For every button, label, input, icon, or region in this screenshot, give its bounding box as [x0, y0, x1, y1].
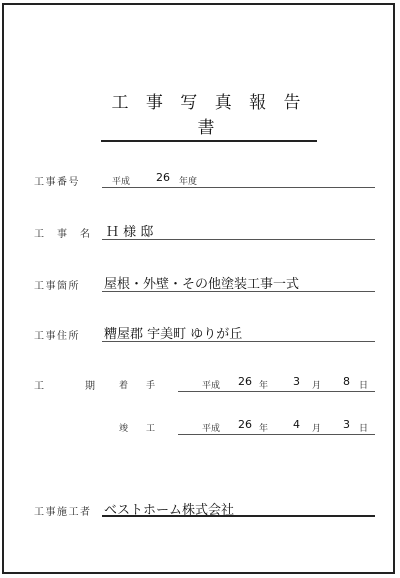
- period-end-era: 平成: [202, 424, 221, 434]
- period-end-label: 竣 工: [119, 424, 156, 434]
- period-start-year-unit: 年: [259, 381, 269, 391]
- period-end-day: 3: [343, 418, 350, 431]
- period-start-era: 平成: [202, 381, 221, 391]
- period-end-month: 4: [293, 418, 300, 431]
- construction-number-era: 平成: [112, 177, 131, 187]
- construction-address-underline: [102, 341, 375, 342]
- construction-name-label: 工 事 名: [34, 229, 92, 240]
- construction-name-value: Ｈ 様 邸: [106, 225, 154, 240]
- period-label-left: 工: [34, 381, 46, 392]
- period-start-year: 26: [238, 375, 252, 388]
- period-end-month-unit: 月: [312, 424, 322, 434]
- contractor-value: ベストホーム株式会社: [104, 503, 235, 518]
- period-label-right: 期: [85, 381, 97, 392]
- construction-number-label: 工事番号: [34, 177, 80, 188]
- period-start-day-unit: 日: [359, 381, 369, 391]
- construction-address-value: 糟屋郡 宇美町 ゆりが丘: [104, 327, 243, 342]
- construction-number-underline: [102, 187, 375, 188]
- period-end-year: 26: [238, 418, 252, 431]
- construction-address-label: 工事住所: [34, 331, 80, 342]
- period-end-day-unit: 日: [359, 424, 369, 434]
- period-end-year-unit: 年: [259, 424, 269, 434]
- period-start-underline: [178, 391, 375, 392]
- period-start-day: 8: [343, 375, 350, 388]
- period-start-label: 着 手: [119, 381, 156, 391]
- construction-number-suffix: 年度: [179, 177, 198, 187]
- construction-parts-label: 工事箇所: [34, 281, 80, 292]
- period-start-month: 3: [293, 375, 300, 388]
- construction-parts-underline: [102, 291, 375, 292]
- construction-number-year: 26: [156, 171, 170, 184]
- period-start-month-unit: 月: [312, 381, 322, 391]
- contractor-label: 工事施工者: [34, 507, 92, 518]
- construction-parts-value: 屋根・外壁・その他塗装工事一式: [104, 277, 300, 292]
- construction-name-underline: [102, 239, 375, 240]
- contractor-underline: [102, 515, 375, 517]
- period-end-underline: [178, 434, 375, 435]
- document-title: 工 事 写 真 報 告 書: [101, 88, 317, 142]
